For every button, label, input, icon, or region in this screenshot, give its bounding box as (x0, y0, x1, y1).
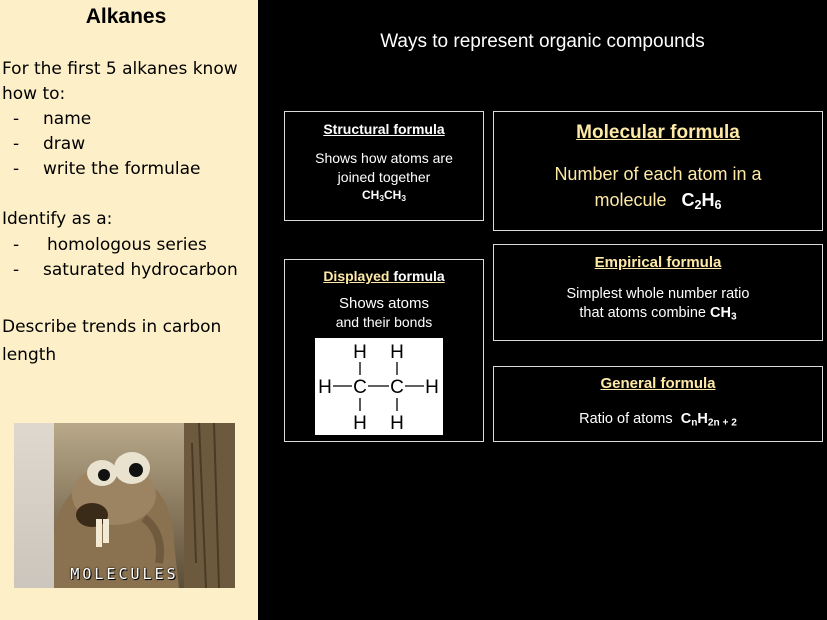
molecular-heading: Molecular formula (576, 122, 740, 143)
displayed-heading: Displayed formula (323, 268, 445, 284)
section-title: Ways to represent organic compounds (380, 31, 705, 52)
squirrel-image (14, 423, 235, 588)
squirrel-illustration (14, 423, 235, 588)
ethane-structure-diagram (315, 338, 443, 435)
structural-line-2: joined together (337, 169, 431, 185)
list-item: name (43, 109, 92, 129)
bond-lines (333, 362, 424, 411)
identify-heading: Identify as a: (2, 209, 113, 229)
image-caption: MOLECULES (70, 565, 179, 583)
bullet-dash: - (13, 109, 20, 129)
hydrogen-atom: H (353, 342, 367, 363)
hydrogen-atom: H (390, 342, 404, 363)
molecular-line-1: Number of each atom in a (554, 164, 762, 184)
empirical-heading: Empirical formula (594, 254, 722, 271)
empirical-formula-box (493, 244, 823, 341)
bullet-dash: - (13, 134, 20, 154)
displayed-line-1: Shows atoms (338, 295, 430, 312)
empirical-formula: $CH_3$ (709, 305, 737, 323)
right-panel (258, 0, 827, 620)
hydrogen-atom: H (353, 413, 367, 434)
carbon-atom: C (353, 377, 367, 398)
page-title: Alkanes (85, 5, 167, 28)
empirical-line-1: Simplest whole number ratio (566, 286, 750, 302)
hydrogen-atom: H (425, 377, 439, 398)
displayed-formula-box (284, 259, 484, 442)
describe-line-1: Describe trends in carbon (2, 317, 222, 337)
molecular-formula: $C_2H_6$ (681, 190, 722, 213)
list-item: homologous series (47, 235, 207, 255)
bullet-dash: - (13, 260, 20, 280)
general-formula-box (493, 366, 823, 442)
displayed-line-2: and their bonds (335, 314, 433, 330)
structural-line-1: Shows how atoms are (315, 150, 453, 166)
hydrogen-atom: H (318, 377, 332, 398)
structural-formula: $CH_3CH_3$ (361, 188, 407, 204)
structural-heading: Structural formula (323, 121, 445, 137)
list-item: write the formulae (43, 159, 201, 179)
intro-line-2: how to: (2, 84, 66, 104)
list-item: draw (43, 134, 86, 154)
bullet-dash: - (13, 159, 20, 179)
bullet-dash: - (13, 235, 20, 255)
structural-formula-box (284, 111, 484, 221)
describe-line-2: length (2, 345, 57, 365)
molecular-formula-box (493, 111, 823, 231)
hydrogen-atom: H (390, 413, 404, 434)
carbon-atom: C (390, 377, 404, 398)
left-panel (0, 0, 258, 620)
general-line-1: Ratio of atoms $C_nH_{2n + 2}$ (579, 411, 737, 429)
empirical-line-2: that atoms combine $CH_3$ (579, 305, 737, 323)
molecular-line-2: molecule $C_2H_6$ (594, 190, 722, 213)
list-item: saturated hydrocarbon (43, 260, 238, 280)
intro-line-1: For the first 5 alkanes know (2, 59, 238, 79)
general-formula: $C_nH_{2n + 2}$ (680, 411, 737, 429)
general-heading: General formula (600, 375, 716, 392)
